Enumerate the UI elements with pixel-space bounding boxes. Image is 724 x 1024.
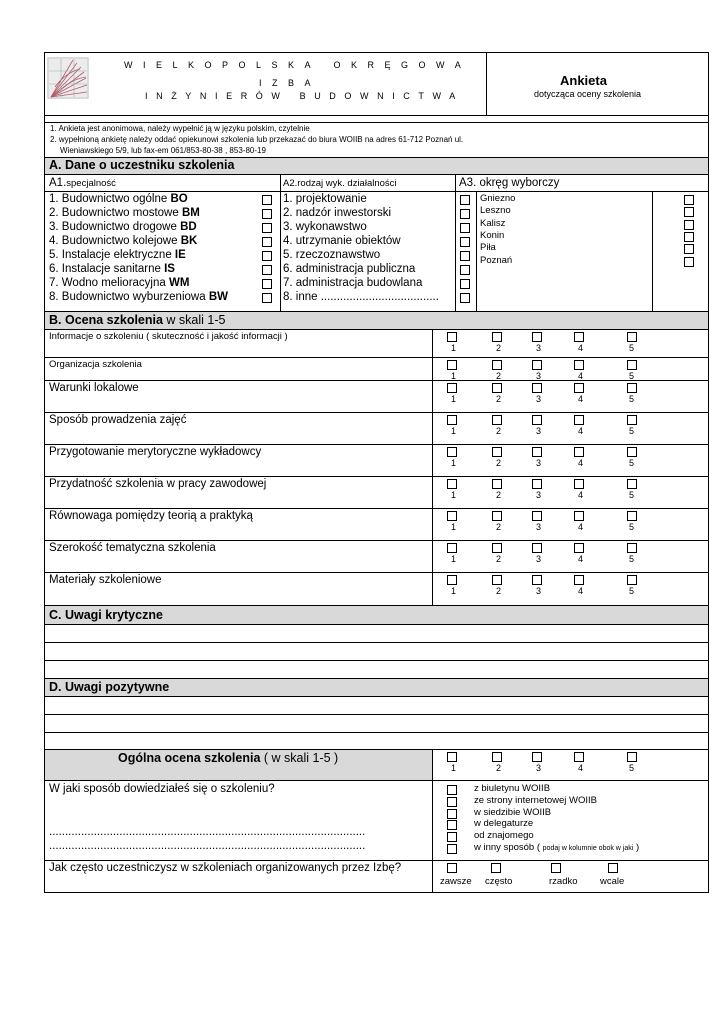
criterion-rating-checkbox-1[interactable] <box>447 383 457 393</box>
a1-header <box>49 177 116 189</box>
specialty-label: 5. Instalacje elektryczne <box>49 249 175 261</box>
criterion-rating-number: 1 <box>451 490 457 500</box>
section-b-title <box>49 313 225 327</box>
criterion-rating-number: 5 <box>629 371 635 381</box>
activity-item: 6. administracja publiczna <box>283 263 416 275</box>
specialty-item <box>49 235 197 247</box>
activity-checkbox[interactable] <box>460 293 470 303</box>
table-bottom-border <box>44 892 709 893</box>
table-right-border <box>708 116 709 893</box>
source-checkbox[interactable] <box>447 844 457 854</box>
overall-rating-number: 4 <box>578 763 584 773</box>
section-a-title: A. Dane o uczestniku szkolenia <box>49 158 235 172</box>
overall-title-text: Ogólna ocena szkolenia <box>118 751 261 765</box>
source-checkbox[interactable] <box>447 809 457 819</box>
positive-line-1 <box>44 714 709 715</box>
specialty-label: 1. Budownictwo ogólne <box>49 193 171 205</box>
specialty-label: 3. Budownictwo drogowe <box>49 221 181 233</box>
criterion-rating-checkbox-5[interactable] <box>627 447 637 457</box>
a1-prefix: A1. <box>49 177 67 189</box>
criterion-label: Materiały szkoleniowe <box>49 574 162 586</box>
activity-item: 8. inne ..................................... <box>283 291 439 303</box>
specialty-label: 6. Instalacje sanitarne <box>49 263 165 275</box>
criterion-rating-number: 5 <box>629 554 635 564</box>
criterion-rating-number: 4 <box>578 586 584 596</box>
criterion-rating-checkbox-5[interactable] <box>627 360 637 370</box>
row-rule <box>44 476 709 477</box>
source-option <box>474 842 639 853</box>
overall-rating-checkbox-4[interactable] <box>574 752 584 762</box>
frequency-option: często <box>485 876 513 887</box>
a2-header: A2.rodzaj wyk. działalności <box>283 178 397 189</box>
org-name-line2: IZBA <box>259 78 322 88</box>
frequency-option: rzadko <box>549 876 578 887</box>
district-item: Poznań <box>480 254 513 266</box>
rule <box>44 780 709 781</box>
activity-item: 4. utrzymanie obiektów <box>283 235 401 247</box>
criterion-rating-number: 1 <box>451 343 457 353</box>
frequency-option: wcale <box>600 876 625 887</box>
specialty-label: 7. Wodno melioracyjna <box>49 277 169 289</box>
specialty-checkbox[interactable] <box>262 237 272 247</box>
form-title: Ankieta <box>560 73 607 88</box>
section-b-title-text: B. Ocena szkolenia <box>49 313 163 327</box>
header-divider <box>486 52 487 116</box>
criterion-rating-checkbox-4[interactable] <box>574 575 584 585</box>
bottom-divider <box>432 749 433 893</box>
activity-checkbox[interactable] <box>460 195 470 205</box>
criterion-rating-checkbox-2[interactable] <box>492 543 502 553</box>
criterion-rating-checkbox-4[interactable] <box>574 415 584 425</box>
criterion-rating-number: 4 <box>578 371 584 381</box>
criterion-label: Organizacja szkolenia <box>49 359 142 370</box>
criterion-rating-checkbox-1[interactable] <box>447 332 457 342</box>
row-rule <box>44 444 709 445</box>
b-divider <box>432 329 433 605</box>
row-rule <box>44 380 709 381</box>
frequency-checkbox[interactable] <box>491 863 501 873</box>
source-checkbox[interactable] <box>447 785 457 795</box>
criterion-rating-checkbox-5[interactable] <box>627 332 637 342</box>
criterion-rating-number: 2 <box>496 554 502 564</box>
criterion-rating-checkbox-1[interactable] <box>447 511 457 521</box>
source-option <box>474 830 534 841</box>
specialty-checkbox[interactable] <box>262 265 272 275</box>
row-rule <box>44 540 709 541</box>
activity-checkbox[interactable] <box>460 223 470 233</box>
criterion-label: Przydatność szkolenia w pracy zawodowej <box>49 478 267 490</box>
specialty-code: BK <box>180 235 198 247</box>
critical-line-2 <box>44 660 709 661</box>
rule <box>44 174 709 175</box>
source-other-note: podaj w kolumnie obok w jaki <box>542 845 634 852</box>
specialty-code: BO <box>170 193 188 205</box>
spacer-line <box>44 122 709 123</box>
source-checkbox[interactable] <box>447 832 457 842</box>
criterion-rating-checkbox-2[interactable] <box>492 415 502 425</box>
criterion-rating-checkbox-4[interactable] <box>574 511 584 521</box>
criterion-rating-checkbox-5[interactable] <box>627 575 637 585</box>
source-checkbox[interactable] <box>447 820 457 830</box>
specialty-checkbox[interactable] <box>262 209 272 219</box>
criterion-rating-checkbox-4[interactable] <box>574 479 584 489</box>
criterion-rating-number: 2 <box>496 394 502 404</box>
criterion-rating-number: 2 <box>496 586 502 596</box>
specialty-checkbox[interactable] <box>262 223 272 233</box>
row-rule <box>44 357 709 358</box>
frequency-checkbox[interactable] <box>551 863 561 873</box>
rule <box>44 191 709 192</box>
criterion-rating-number: 3 <box>536 522 542 532</box>
criterion-rating-checkbox-3[interactable] <box>532 479 542 489</box>
source-checkbox[interactable] <box>447 797 457 807</box>
source-option <box>474 795 597 806</box>
source-option <box>474 807 551 818</box>
activity-checkbox[interactable] <box>460 237 470 247</box>
activity-item: 1. projektowanie <box>283 193 367 205</box>
district-checkbox[interactable] <box>684 207 694 217</box>
criterion-rating-number: 3 <box>536 426 542 436</box>
overall-rating-number: 3 <box>536 763 542 773</box>
criterion-rating-number: 4 <box>578 426 584 436</box>
row-rule <box>44 412 709 413</box>
criterion-rating-number: 4 <box>578 554 584 564</box>
criterion-rating-number: 4 <box>578 490 584 500</box>
criterion-rating-number: 3 <box>536 490 542 500</box>
a1-label: specjalność <box>66 178 116 189</box>
source-option <box>474 818 533 829</box>
source-dots-2[interactable]: ................................................................................................... <box>49 840 366 852</box>
overall-rating-checkbox-1[interactable] <box>447 752 457 762</box>
a3-header: A3. okręg wyborczy <box>459 177 560 189</box>
row-rule <box>44 572 709 573</box>
criterion-rating-number: 1 <box>451 554 457 564</box>
activity-checkbox[interactable] <box>460 209 470 219</box>
criterion-rating-checkbox-2[interactable] <box>492 575 502 585</box>
critical-line-1 <box>44 642 709 643</box>
woiib-logo <box>47 57 89 99</box>
overall-title <box>118 751 338 765</box>
criterion-rating-number: 5 <box>629 343 635 353</box>
specialty-code: BD <box>180 221 197 233</box>
source-other-close: ) <box>633 842 640 853</box>
criterion-rating-number: 4 <box>578 394 584 404</box>
criterion-rating-number: 3 <box>536 371 542 381</box>
frequency-question: Jak często uczestniczysz w szkoleniach organizowanych przez Izbę? <box>49 862 402 874</box>
specialty-label: 2. Budownictwo mostowe <box>49 207 182 219</box>
district-item: Gniezno <box>480 193 516 204</box>
criterion-rating-checkbox-1[interactable] <box>447 575 457 585</box>
rule <box>44 860 709 861</box>
specialty-label: 4. Budownictwo kolejowe <box>49 235 181 247</box>
specialty-item <box>49 263 175 275</box>
instruction-2: 2. wypełnioną ankietę należy oddać opiekunowi szkolenia lub przekazać do biura WOIIB na adres 61-712 Poznań ul. <box>50 135 464 144</box>
activity-item: 5. rzeczoznawstwo <box>283 249 381 261</box>
district-item: Piła <box>480 242 496 254</box>
criterion-rating-checkbox-3[interactable] <box>532 575 542 585</box>
specialty-item <box>49 291 228 303</box>
rule <box>44 696 709 697</box>
criterion-label: Równowaga pomiędzy teorią a praktyką <box>49 510 253 522</box>
a-col-divider-1 <box>280 174 281 311</box>
specialty-item <box>49 221 197 233</box>
criterion-rating-number: 1 <box>451 394 457 404</box>
frequency-checkbox[interactable] <box>608 863 618 873</box>
criterion-rating-number: 3 <box>536 394 542 404</box>
district-item: Leszno <box>480 205 511 217</box>
criterion-label: Informacje o szkoleniu ( skuteczność i jakość informacji ) <box>49 331 288 342</box>
district-checkbox[interactable] <box>684 257 694 267</box>
instruction-3: Wieniawskiego 5/9, lub fax-em 061/853-80-38 , 853-80-19 <box>60 146 266 155</box>
specialty-code: IE <box>174 249 186 261</box>
frequency-checkbox[interactable] <box>447 863 457 873</box>
org-name-line1: WIELKOPOLSKA OKRĘGOWA <box>124 60 472 70</box>
specialty-item <box>49 193 188 205</box>
source-option-label: w inny sposób ( <box>474 842 543 853</box>
criterion-rating-number: 5 <box>629 394 635 404</box>
a-col-divider-3 <box>476 191 477 311</box>
row-rule <box>44 508 709 509</box>
criterion-rating-number: 3 <box>536 554 542 564</box>
criterion-rating-checkbox-1[interactable] <box>447 447 457 457</box>
criterion-rating-checkbox-4[interactable] <box>574 383 584 393</box>
criterion-rating-number: 2 <box>496 522 502 532</box>
a-col-divider-2 <box>455 174 456 311</box>
source-question: W jaki sposób dowiedziałeś się o szkoleniu? <box>49 783 275 795</box>
criterion-rating-checkbox-5[interactable] <box>627 511 637 521</box>
district-checkbox[interactable] <box>684 244 694 254</box>
criterion-label: Sposób prowadzenia zajęć <box>49 414 187 426</box>
criterion-rating-checkbox-1[interactable] <box>447 360 457 370</box>
criterion-rating-checkbox-5[interactable] <box>627 479 637 489</box>
overall-rating-checkbox-2[interactable] <box>492 752 502 762</box>
criterion-rating-number: 3 <box>536 343 542 353</box>
criterion-rating-number: 3 <box>536 586 542 596</box>
specialty-checkbox[interactable] <box>262 251 272 261</box>
criterion-rating-checkbox-2[interactable] <box>492 447 502 457</box>
criterion-rating-number: 2 <box>496 490 502 500</box>
specialty-checkbox[interactable] <box>262 195 272 205</box>
criterion-rating-checkbox-2[interactable] <box>492 332 502 342</box>
specialty-item <box>49 249 186 261</box>
criterion-rating-number: 5 <box>629 522 635 532</box>
rule <box>44 329 709 330</box>
activity-item: 2. nadzór inwestorski <box>283 207 392 219</box>
activity-checkbox[interactable] <box>460 279 470 289</box>
district-item: Kalisz <box>480 217 506 229</box>
criterion-rating-checkbox-1[interactable] <box>447 543 457 553</box>
criterion-rating-checkbox-5[interactable] <box>627 383 637 393</box>
criterion-rating-number: 5 <box>629 458 635 468</box>
specialty-code: BW <box>208 291 228 303</box>
criterion-rating-number: 1 <box>451 458 457 468</box>
section-c-title: C. Uwagi krytyczne <box>49 608 163 622</box>
logo-graphic <box>47 57 89 99</box>
criterion-label: Przygotowanie merytoryczne wykładowcy <box>49 446 262 458</box>
district-checkbox[interactable] <box>684 220 694 230</box>
criterion-rating-number: 5 <box>629 490 635 500</box>
overall-rating-number: 5 <box>629 763 635 773</box>
district-checkbox[interactable] <box>684 195 694 205</box>
specialty-label: 8. Budownictwo wyburzeniowa <box>49 291 209 303</box>
positive-line-2 <box>44 732 709 733</box>
a-col-divider-4 <box>652 191 653 311</box>
criterion-rating-number: 1 <box>451 371 457 381</box>
source-dots-1[interactable]: ................................................................................................... <box>49 826 366 838</box>
section-b-scale: w skali 1-5 <box>162 313 226 327</box>
specialty-checkbox[interactable] <box>262 279 272 289</box>
criterion-rating-checkbox-3[interactable] <box>532 415 542 425</box>
criterion-rating-number: 2 <box>496 458 502 468</box>
district-item: Konin <box>480 229 505 241</box>
overall-rating-checkbox-5[interactable] <box>627 752 637 762</box>
frequency-option: zawsze <box>440 876 472 887</box>
rule <box>44 624 709 625</box>
source-option <box>474 783 550 794</box>
criterion-rating-checkbox-3[interactable] <box>532 511 542 521</box>
criterion-rating-number: 3 <box>536 458 542 468</box>
criterion-rating-number: 1 <box>451 426 457 436</box>
criterion-rating-number: 4 <box>578 458 584 468</box>
criterion-rating-checkbox-2[interactable] <box>492 360 502 370</box>
criterion-rating-number: 5 <box>629 586 635 596</box>
source-option-label: w delegaturze <box>474 818 534 830</box>
activity-checkbox[interactable] <box>460 251 470 261</box>
criterion-rating-number: 4 <box>578 343 584 353</box>
criterion-rating-number: 2 <box>496 371 502 381</box>
criterion-rating-checkbox-2[interactable] <box>492 511 502 521</box>
criterion-rating-checkbox-2[interactable] <box>492 383 502 393</box>
criterion-rating-checkbox-4[interactable] <box>574 332 584 342</box>
instruction-1: 1. Ankieta jest anonimowa, należy wypełnić ją w języku polskim, czytelnie <box>50 124 310 133</box>
criterion-label: Szerokość tematyczna szkolenia <box>49 542 216 554</box>
activity-item: 7. administracja budowlana <box>283 277 423 289</box>
criterion-rating-number: 5 <box>629 426 635 436</box>
source-option-label: od znajomego <box>474 830 534 842</box>
specialty-checkbox[interactable] <box>262 293 272 303</box>
criterion-rating-checkbox-3[interactable] <box>532 447 542 457</box>
form-subtitle: dotycząca oceny szkolenia <box>534 89 642 99</box>
criterion-rating-checkbox-4[interactable] <box>574 447 584 457</box>
criterion-rating-number: 4 <box>578 522 584 532</box>
criterion-rating-checkbox-1[interactable] <box>447 479 457 489</box>
activity-checkbox[interactable] <box>460 265 470 275</box>
activity-item: 3. wykonawstwo <box>283 221 367 233</box>
criterion-rating-checkbox-3[interactable] <box>532 360 542 370</box>
criterion-rating-checkbox-4[interactable] <box>574 543 584 553</box>
criterion-rating-checkbox-5[interactable] <box>627 415 637 425</box>
source-option-label: w siedzibie WOIIB <box>474 806 552 818</box>
overall-rating-checkbox-3[interactable] <box>532 752 542 762</box>
criterion-label: Warunki lokalowe <box>49 382 139 394</box>
district-checkbox[interactable] <box>684 232 694 242</box>
source-option-label: z biuletynu WOIIB <box>474 783 551 794</box>
overall-scale: ( w skali 1-5 ) <box>260 751 339 765</box>
section-d-title: D. Uwagi pozytywne <box>49 680 170 694</box>
criterion-rating-checkbox-3[interactable] <box>532 543 542 553</box>
criterion-rating-number: 2 <box>496 426 502 436</box>
criterion-rating-checkbox-5[interactable] <box>627 543 637 553</box>
source-option-label: ze strony internetowej WOIIB <box>474 794 598 806</box>
criterion-rating-number: 2 <box>496 343 502 353</box>
overall-rating-number: 1 <box>451 763 457 773</box>
specialty-item <box>49 277 189 289</box>
specialty-item <box>49 207 200 219</box>
specialty-code: WM <box>168 277 190 289</box>
criterion-rating-number: 1 <box>451 522 457 532</box>
criterion-rating-number: 1 <box>451 586 457 596</box>
criterion-rating-checkbox-3[interactable] <box>532 383 542 393</box>
criterion-rating-checkbox-2[interactable] <box>492 479 502 489</box>
criterion-rating-checkbox-1[interactable] <box>447 415 457 425</box>
org-name-line3: INŻYNIERÓW BUDOWNICTWA <box>145 91 464 101</box>
specialty-code: BM <box>181 207 200 219</box>
overall-rating-number: 2 <box>496 763 502 773</box>
criterion-rating-checkbox-3[interactable] <box>532 332 542 342</box>
criterion-rating-checkbox-4[interactable] <box>574 360 584 370</box>
specialty-code: IS <box>164 263 175 275</box>
